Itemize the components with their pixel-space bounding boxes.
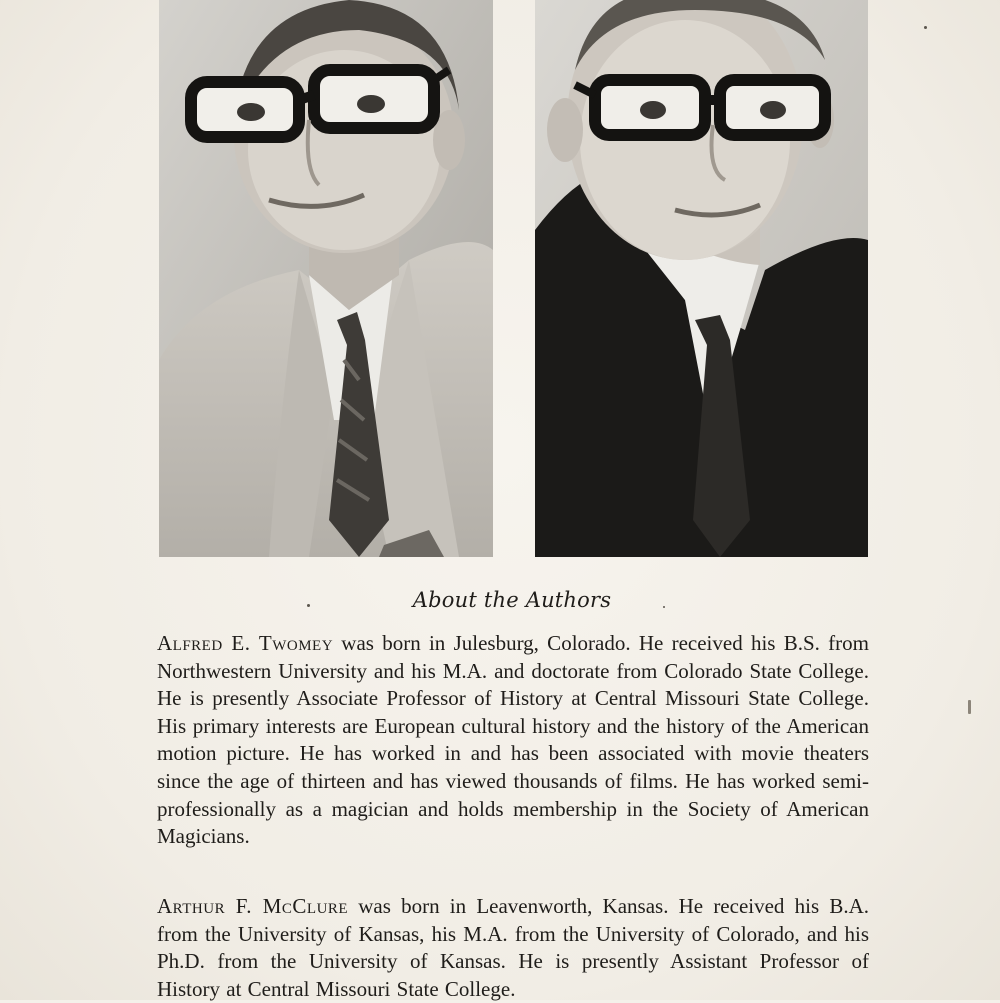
portrait-right-graphic — [535, 0, 868, 557]
portrait-photo-right — [535, 0, 868, 557]
section-heading: About the Authors — [412, 588, 612, 612]
author-bio-text: was born in Leavenworth, Kansas. He received his B.A. from the University of Kansas, his M.A. from the University of Colorado, and his Ph.D. from the University of Kansas. He is presently Assistant Professor of History at Central Missouri State College. — [157, 894, 869, 1001]
author-bio-paragraph — [157, 630, 869, 851]
paper-speck — [663, 606, 665, 608]
author-bio-paragraph — [157, 893, 869, 1003]
author-bio-text: was born in Julesburg, Colorado. He received his B.S. from Northwestern University and his M.A. and doctorate from Colorado State College. He is presently Associate Professor of History at Central Missouri State College. His primary interests are European cultural history and the history of the American motion picture. He has worked in and has been associated with movie theaters since the age of thirteen and has viewed thousands of films. He has worked semi-professionally as a magician and holds membership in the Society of American Magicians. — [157, 631, 869, 849]
paper-speck — [924, 26, 927, 29]
portrait-left-graphic — [159, 0, 493, 557]
author-name: Arthur F. McClure — [157, 894, 349, 918]
author-name: Alfred E. Twomey — [157, 631, 334, 655]
paper-speck — [968, 700, 971, 714]
portrait-photo-left — [159, 0, 493, 557]
paper-speck — [307, 604, 310, 607]
